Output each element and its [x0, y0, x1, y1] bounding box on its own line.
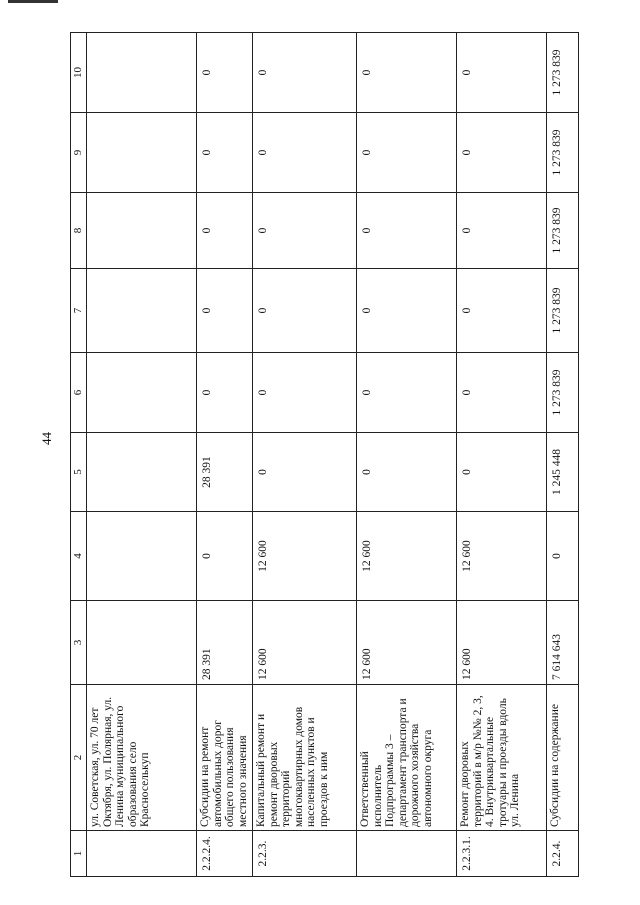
- cell-value: 1 273 839: [547, 113, 579, 193]
- cell-value: 0: [253, 193, 357, 269]
- cell-value: 0: [253, 353, 357, 433]
- scan-edge-mark: [8, 0, 58, 3]
- cell-total: 7 614 643: [547, 601, 579, 685]
- cell-value: 1 273 839: [547, 33, 579, 113]
- cell-value: 0: [253, 269, 357, 353]
- column-header: 9: [71, 113, 87, 193]
- cell-value: 1 273 839: [547, 269, 579, 353]
- cell-value: [87, 512, 197, 601]
- cell-total: 28 391: [197, 601, 253, 685]
- table-row: [253, 33, 357, 877]
- cell-value: 0: [357, 353, 457, 433]
- cell-value: 0: [457, 33, 547, 113]
- cell-value: 1 245 448: [547, 433, 579, 512]
- column-header: 4: [71, 512, 87, 601]
- column-header: 7: [71, 269, 87, 353]
- cell-value: 0: [357, 269, 457, 353]
- table-header-row: [71, 33, 87, 877]
- row-name: ул. Советская, ул. 70 лет Октября, ул. Полярная, ул. Ленина муниципального образования село Красноселькуп: [87, 685, 197, 831]
- cell-value: 0: [197, 269, 253, 353]
- column-header: 2: [71, 685, 87, 831]
- cell-value: [87, 193, 197, 269]
- cell-value: 0: [457, 353, 547, 433]
- column-header: 6: [71, 353, 87, 433]
- cell-value: 1 273 839: [547, 353, 579, 433]
- cell-value: 0: [357, 433, 457, 512]
- cell-value: 1 273 839: [547, 193, 579, 269]
- row-name: Ответственный исполнитель Подпрограммы 3 – департамент транспорта и дорожного хозяйства автономного округа: [357, 685, 457, 831]
- column-header: 1: [71, 831, 87, 877]
- cell-value: 0: [357, 193, 457, 269]
- cell-value: 0: [457, 193, 547, 269]
- row-code: [357, 831, 457, 877]
- table-row: [87, 33, 197, 877]
- table-row: [457, 33, 547, 877]
- cell-value: 0: [457, 113, 547, 193]
- cell-value: 0: [197, 193, 253, 269]
- cell-value: 0: [253, 433, 357, 512]
- cell-total: 12 600: [457, 601, 547, 685]
- cell-value: 12 600: [253, 512, 357, 601]
- column-header: 8: [71, 193, 87, 269]
- cell-value: 0: [357, 33, 457, 113]
- cell-value: 0: [197, 113, 253, 193]
- cell-value: 0: [253, 33, 357, 113]
- column-header: 5: [71, 433, 87, 512]
- cell-value: 0: [197, 512, 253, 601]
- cell-value: [87, 433, 197, 512]
- rotated-table-wrapper: [70, 33, 578, 877]
- cell-value: [87, 113, 197, 193]
- table-row: [357, 33, 457, 877]
- table-row: [197, 33, 253, 877]
- cell-total: [87, 601, 197, 685]
- row-code: 2.2.3.1.: [457, 831, 547, 877]
- cell-value: 28 391: [197, 433, 253, 512]
- cell-value: 0: [253, 113, 357, 193]
- cell-total: 12 600: [253, 601, 357, 685]
- cell-value: 0: [547, 512, 579, 601]
- cell-value: [87, 33, 197, 113]
- cell-value: 0: [457, 269, 547, 353]
- cell-value: [87, 269, 197, 353]
- cell-value: 12 600: [457, 512, 547, 601]
- table-row: [547, 33, 579, 877]
- row-code: 2.2.4.: [547, 831, 579, 877]
- column-header: 10: [71, 33, 87, 113]
- row-code: 2.2.2.4.: [197, 831, 253, 877]
- cell-value: 0: [197, 353, 253, 433]
- cell-value: [87, 353, 197, 433]
- cell-value: 12 600: [357, 512, 457, 601]
- cell-total: 12 600: [357, 601, 457, 685]
- budget-table: [70, 32, 579, 877]
- row-name: Капитальный ремонт и ремонт дворовых территорий многоквартирных домов населенных пунктов и проездов к ним: [253, 685, 357, 831]
- cell-value: 0: [457, 433, 547, 512]
- row-code: [87, 831, 197, 877]
- column-header: 3: [71, 601, 87, 685]
- row-name: Субсидии на ремонт автомобильных дорог общего пользования местного значения: [197, 685, 253, 831]
- cell-value: 0: [197, 33, 253, 113]
- row-code: 2.2.3.: [253, 831, 357, 877]
- cell-value: 0: [357, 113, 457, 193]
- row-name: Ремонт дворовых территорий в м/р №№ 2, 3, 4. Внутриквартальные тротуары и проезды вдоль ул. Ленина: [457, 685, 547, 831]
- page-number: 44: [39, 432, 54, 445]
- row-name: Субсидии на содержание: [547, 685, 579, 831]
